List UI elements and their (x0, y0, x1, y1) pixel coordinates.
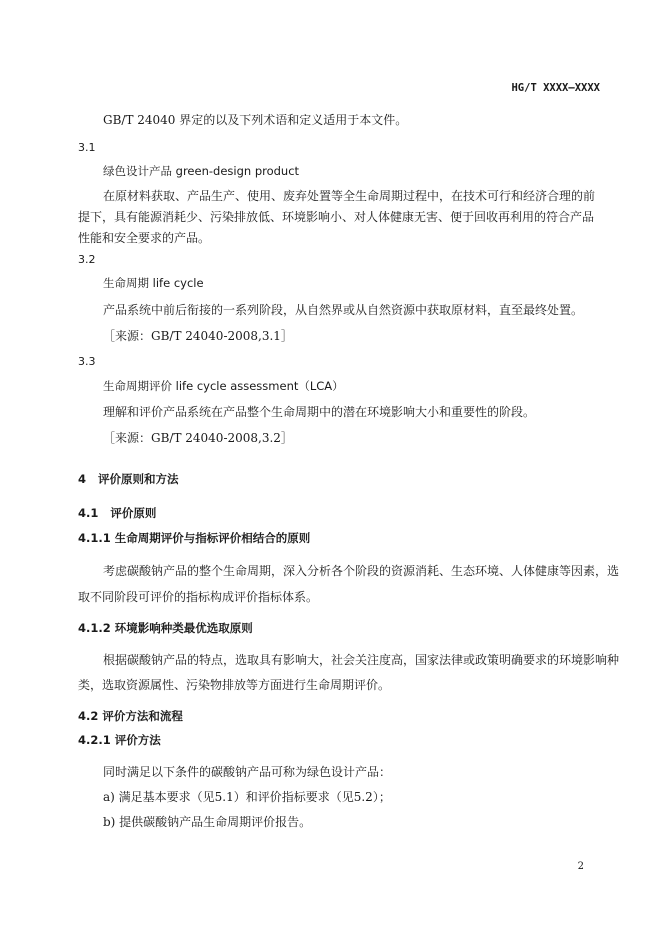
paragraph-line: 取不同阶段可评价的指标构成评价指标体系。 (78, 590, 319, 604)
subsection-heading: 4.1.1 生命周期评价与指标评价相结合的原则 (78, 531, 311, 545)
page-number: 2 (577, 861, 584, 872)
paragraph-line: 考虑碳酸钠产品的整个生命周期，深入分析各个阶段的资源消耗、生态环境、人体健康等因素，选 (103, 564, 620, 578)
paragraph-line: 类，选取资源属性、污染物排放等方面进行生命周期评价。 (78, 678, 391, 692)
list-item: b) 提供碳酸钠产品生命周期评价报告。 (103, 815, 312, 829)
term-definition-line: 产品系统中前后衔接的一系列阶段，从自然界或从自然资源中获取原材料，直至最终处置。 (103, 303, 584, 317)
term-source: ［来源：GB/T 24040-2008,3.1］ (103, 329, 293, 343)
document-code: HG/T XXXX—XXXX (511, 82, 600, 94)
paragraph-line: 同时满足以下条件的碳酸钠产品可称为绿色设计产品： (103, 765, 392, 779)
intro-paragraph: GB/T 24040 界定的以及下列术语和定义适用于本文件。 (103, 113, 408, 127)
section-heading: 4 评价原则和方法 (78, 472, 179, 486)
subsection-heading: 4.2.1 评价方法 (78, 733, 161, 747)
term-source: ［来源：GB/T 24040-2008,3.2］ (103, 431, 293, 445)
term-number: 3.3 (78, 355, 96, 368)
paragraph-line: 根据碳酸钠产品的特点，选取具有影响大，社会关注度高，国家法律或政策明确要求的环境影响种 (103, 653, 620, 667)
term-title: 生命周期 life cycle (103, 276, 204, 290)
subsection-heading: 4.2 评价方法和流程 (78, 709, 183, 723)
term-definition-line: 在原材料获取、产品生产、使用、废弃处置等全生命周期过程中，在技术可行和经济合理的前 (103, 189, 596, 203)
term-title: 生命周期评价 life cycle assessment（LCA） (103, 379, 344, 393)
term-title: 绿色设计产品 green-design product (103, 164, 300, 178)
term-definition-line: 提下，具有能源消耗少、污染排放低、环境影响小、对人体健康无害、便于回收再利用的符合产品 (78, 210, 595, 224)
term-definition-line: 理解和评价产品系统在产品整个生命周期中的潜在环境影响大小和重要性的阶段。 (103, 405, 536, 419)
subsection-heading: 4.1.2 环境影响种类最优选取原则 (78, 621, 253, 635)
term-number: 3.2 (78, 253, 96, 266)
list-item: a) 满足基本要求（见5.1）和评价指标要求（见5.2）； (103, 790, 391, 804)
term-number: 3.1 (78, 141, 96, 154)
subsection-heading: 4.1 评价原则 (78, 506, 157, 520)
term-definition-line: 性能和安全要求的产品。 (78, 231, 211, 245)
